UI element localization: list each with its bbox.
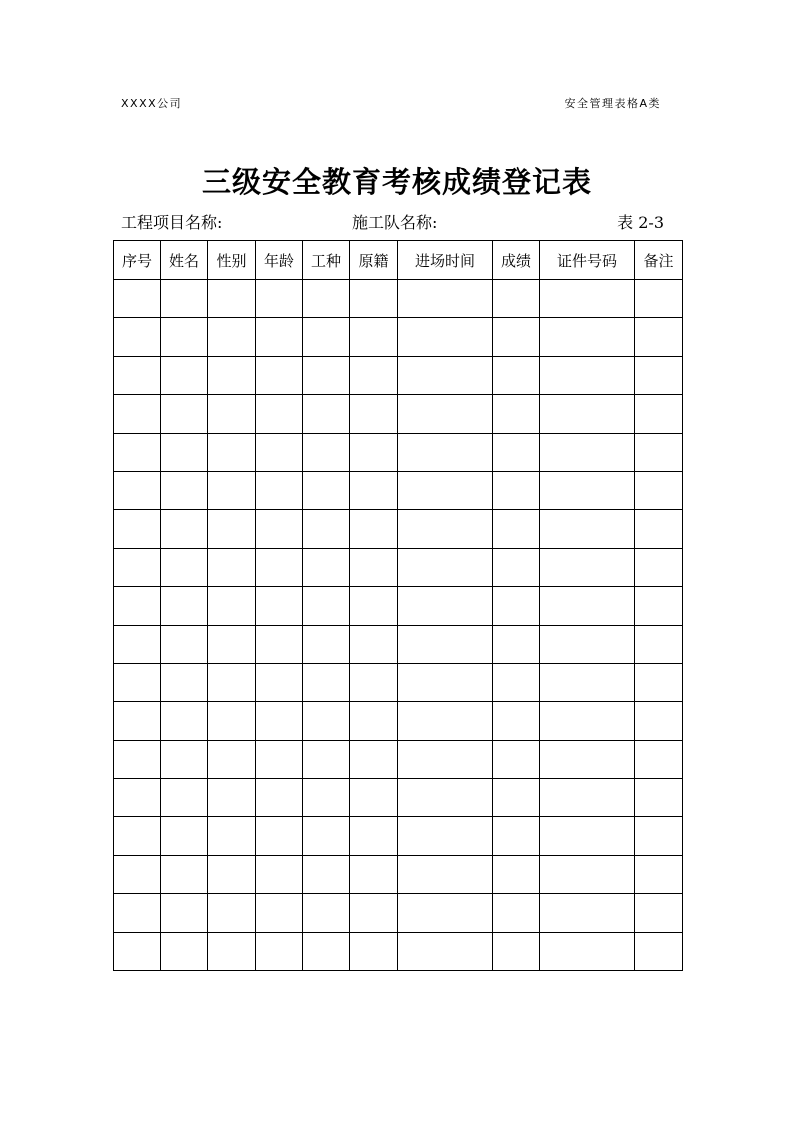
table-cell[interactable] — [256, 587, 303, 625]
table-cell[interactable] — [350, 625, 398, 663]
column-header-age: 年龄 — [256, 241, 303, 280]
table-cell[interactable] — [303, 779, 350, 817]
table-cell[interactable] — [208, 779, 256, 817]
table-cell[interactable] — [493, 356, 540, 394]
table-cell[interactable] — [493, 318, 540, 356]
table-cell[interactable] — [114, 855, 161, 893]
table-cell[interactable] — [493, 280, 540, 318]
table-cell[interactable] — [540, 817, 635, 855]
table-cell[interactable] — [493, 510, 540, 548]
table-cell[interactable] — [398, 932, 493, 970]
table-cell[interactable] — [208, 740, 256, 778]
table-cell[interactable] — [350, 318, 398, 356]
table-cell[interactable] — [256, 510, 303, 548]
table-cell[interactable] — [398, 663, 493, 701]
table-cell[interactable] — [635, 740, 683, 778]
table-cell[interactable] — [161, 356, 208, 394]
table-cell[interactable] — [635, 855, 683, 893]
table-cell[interactable] — [161, 855, 208, 893]
table-cell[interactable] — [256, 779, 303, 817]
table-cell[interactable] — [114, 663, 161, 701]
table-cell[interactable] — [161, 779, 208, 817]
table-cell[interactable] — [303, 510, 350, 548]
table-cell[interactable] — [303, 702, 350, 740]
table-cell[interactable] — [635, 932, 683, 970]
table-number: 表 2-3 — [617, 213, 664, 232]
table-cell[interactable] — [540, 855, 635, 893]
table-cell[interactable] — [256, 932, 303, 970]
table-cell[interactable] — [161, 625, 208, 663]
company-name: XXXX公司 — [121, 97, 183, 110]
table-cell[interactable] — [256, 663, 303, 701]
table-cell[interactable] — [635, 702, 683, 740]
table-cell[interactable] — [398, 894, 493, 932]
table-cell[interactable] — [303, 280, 350, 318]
table-row — [114, 356, 683, 394]
table-cell[interactable] — [635, 356, 683, 394]
table-cell[interactable] — [350, 740, 398, 778]
table-cell[interactable] — [350, 587, 398, 625]
table-cell[interactable] — [540, 433, 635, 471]
table-cell[interactable] — [540, 280, 635, 318]
table-cell[interactable] — [303, 318, 350, 356]
table-cell[interactable] — [540, 395, 635, 433]
table-cell[interactable] — [114, 894, 161, 932]
table-cell[interactable] — [303, 356, 350, 394]
table-cell[interactable] — [208, 356, 256, 394]
column-header-index: 序号 — [114, 241, 161, 280]
table-cell[interactable] — [398, 625, 493, 663]
table-cell[interactable] — [303, 740, 350, 778]
table-row — [114, 740, 683, 778]
table-cell[interactable] — [493, 625, 540, 663]
table-cell[interactable] — [350, 356, 398, 394]
table-cell[interactable] — [540, 356, 635, 394]
table-cell[interactable] — [303, 625, 350, 663]
table-cell[interactable] — [635, 894, 683, 932]
table-cell[interactable] — [493, 433, 540, 471]
table-cell[interactable] — [161, 587, 208, 625]
table-cell[interactable] — [398, 318, 493, 356]
table-row — [114, 395, 683, 433]
table-cell[interactable] — [635, 625, 683, 663]
table-cell[interactable] — [208, 318, 256, 356]
table-cell[interactable] — [493, 702, 540, 740]
table-row — [114, 855, 683, 893]
table-cell[interactable] — [256, 395, 303, 433]
table-cell[interactable] — [635, 510, 683, 548]
table-row — [114, 702, 683, 740]
table-cell[interactable] — [208, 548, 256, 586]
table-cell[interactable] — [350, 548, 398, 586]
table-cell[interactable] — [303, 932, 350, 970]
table-cell[interactable] — [635, 817, 683, 855]
registration-table — [113, 240, 683, 971]
form-category: 安全管理表格A类 — [564, 97, 661, 110]
table-cell[interactable] — [350, 932, 398, 970]
table-row — [114, 548, 683, 586]
table-cell[interactable] — [256, 817, 303, 855]
table-row — [114, 433, 683, 471]
table-cell[interactable] — [161, 817, 208, 855]
table-cell[interactable] — [635, 663, 683, 701]
table-cell[interactable] — [350, 433, 398, 471]
table-row — [114, 587, 683, 625]
table-cell[interactable] — [540, 318, 635, 356]
table-cell[interactable] — [398, 779, 493, 817]
table-cell[interactable] — [398, 548, 493, 586]
table-cell[interactable] — [350, 779, 398, 817]
table-cell[interactable] — [208, 395, 256, 433]
table-cell[interactable] — [114, 817, 161, 855]
table-cell[interactable] — [350, 471, 398, 509]
table-cell[interactable] — [256, 433, 303, 471]
table-cell[interactable] — [208, 280, 256, 318]
table-cell[interactable] — [540, 740, 635, 778]
column-header-entry-date: 进场时间 — [398, 241, 493, 280]
table-cell[interactable] — [161, 280, 208, 318]
table-row — [114, 471, 683, 509]
table-cell[interactable] — [635, 471, 683, 509]
table-row — [114, 510, 683, 548]
table-cell[interactable] — [114, 471, 161, 509]
table-row — [114, 894, 683, 932]
table-cell[interactable] — [161, 932, 208, 970]
table-cell[interactable] — [540, 779, 635, 817]
table-cell[interactable] — [350, 280, 398, 318]
table-cell[interactable] — [256, 471, 303, 509]
table-cell[interactable] — [303, 548, 350, 586]
column-header-name: 姓名 — [161, 241, 208, 280]
table-cell[interactable] — [398, 510, 493, 548]
project-name-label: 工程项目名称: — [121, 213, 223, 232]
table-cell[interactable] — [208, 587, 256, 625]
table-cell[interactable] — [350, 817, 398, 855]
table-cell[interactable] — [114, 510, 161, 548]
table-cell[interactable] — [398, 356, 493, 394]
table-cell[interactable] — [256, 855, 303, 893]
table-row — [114, 280, 683, 318]
table-cell[interactable] — [540, 663, 635, 701]
table-cell[interactable] — [161, 510, 208, 548]
table-cell[interactable] — [635, 280, 683, 318]
table-cell[interactable] — [635, 779, 683, 817]
table-cell[interactable] — [398, 433, 493, 471]
table-cell[interactable] — [540, 932, 635, 970]
table-cell[interactable] — [256, 280, 303, 318]
table-cell[interactable] — [303, 817, 350, 855]
table-cell[interactable] — [161, 433, 208, 471]
table-cell[interactable] — [161, 740, 208, 778]
column-header-remarks: 备注 — [635, 241, 683, 280]
table-cell[interactable] — [161, 548, 208, 586]
table-cell[interactable] — [493, 663, 540, 701]
table-cell[interactable] — [208, 663, 256, 701]
table-cell[interactable] — [303, 395, 350, 433]
table-cell[interactable] — [540, 702, 635, 740]
table-cell[interactable] — [398, 740, 493, 778]
table-body — [114, 280, 683, 971]
table-cell[interactable] — [114, 932, 161, 970]
column-header-origin: 原籍 — [350, 241, 398, 280]
column-header-gender: 性别 — [208, 241, 256, 280]
table-cell[interactable] — [493, 932, 540, 970]
table-cell[interactable] — [208, 702, 256, 740]
table-cell[interactable] — [256, 356, 303, 394]
table-cell[interactable] — [493, 587, 540, 625]
table-cell[interactable] — [635, 587, 683, 625]
table-cell[interactable] — [398, 280, 493, 318]
table-cell[interactable] — [256, 702, 303, 740]
table-cell[interactable] — [398, 702, 493, 740]
table-cell[interactable] — [208, 510, 256, 548]
table-cell[interactable] — [161, 702, 208, 740]
table-cell[interactable] — [493, 548, 540, 586]
table-cell[interactable] — [635, 548, 683, 586]
table-cell[interactable] — [114, 587, 161, 625]
table-cell[interactable] — [493, 471, 540, 509]
table-cell[interactable] — [398, 395, 493, 433]
table-cell[interactable] — [256, 548, 303, 586]
table-cell[interactable] — [540, 587, 635, 625]
table-cell[interactable] — [208, 855, 256, 893]
table-cell[interactable] — [398, 817, 493, 855]
table-cell[interactable] — [161, 318, 208, 356]
table-cell[interactable] — [114, 625, 161, 663]
table-cell[interactable] — [114, 779, 161, 817]
table-cell[interactable] — [303, 471, 350, 509]
table-row — [114, 625, 683, 663]
table-cell[interactable] — [114, 548, 161, 586]
table-cell[interactable] — [114, 280, 161, 318]
table-cell[interactable] — [303, 663, 350, 701]
column-header-id-number: 证件号码 — [540, 241, 635, 280]
table-cell[interactable] — [161, 663, 208, 701]
table-cell[interactable] — [303, 894, 350, 932]
table-cell[interactable] — [635, 433, 683, 471]
table-cell[interactable] — [540, 471, 635, 509]
table-cell[interactable] — [350, 855, 398, 893]
table-cell[interactable] — [540, 548, 635, 586]
table-cell[interactable] — [303, 587, 350, 625]
table-cell[interactable] — [350, 702, 398, 740]
team-name-label: 施工队名称: — [352, 213, 438, 232]
table-row — [114, 817, 683, 855]
table-cell[interactable] — [350, 663, 398, 701]
column-header-trade: 工种 — [303, 241, 350, 280]
table-cell[interactable] — [161, 894, 208, 932]
table-cell[interactable] — [256, 894, 303, 932]
table-cell[interactable] — [114, 740, 161, 778]
page-title: 三级安全教育考核成绩登记表 — [201, 165, 592, 199]
table-cell[interactable] — [256, 625, 303, 663]
table-cell[interactable] — [493, 855, 540, 893]
table-cell[interactable] — [208, 625, 256, 663]
table-cell[interactable] — [398, 587, 493, 625]
table-cell[interactable] — [540, 894, 635, 932]
table-row — [114, 318, 683, 356]
table-cell[interactable] — [114, 395, 161, 433]
table-cell[interactable] — [303, 855, 350, 893]
table-cell[interactable] — [493, 894, 540, 932]
table-cell[interactable] — [256, 318, 303, 356]
table-cell[interactable] — [208, 817, 256, 855]
table-row — [114, 663, 683, 701]
table-cell[interactable] — [256, 740, 303, 778]
table-cell[interactable] — [161, 395, 208, 433]
table-cell[interactable] — [635, 318, 683, 356]
table-cell[interactable] — [540, 625, 635, 663]
table-cell[interactable] — [208, 433, 256, 471]
table-cell[interactable] — [635, 395, 683, 433]
table-cell[interactable] — [493, 395, 540, 433]
table-cell[interactable] — [350, 510, 398, 548]
table-cell[interactable] — [493, 740, 540, 778]
table-cell[interactable] — [114, 702, 161, 740]
table-cell[interactable] — [398, 471, 493, 509]
table-cell[interactable] — [208, 471, 256, 509]
table-cell[interactable] — [350, 395, 398, 433]
table-cell[interactable] — [114, 433, 161, 471]
table-cell[interactable] — [493, 817, 540, 855]
table-cell[interactable] — [208, 932, 256, 970]
table-row — [114, 779, 683, 817]
table-cell[interactable] — [208, 894, 256, 932]
table-header-row — [114, 241, 683, 280]
table-cell[interactable] — [398, 855, 493, 893]
table-cell[interactable] — [540, 510, 635, 548]
table-cell[interactable] — [350, 894, 398, 932]
column-header-score: 成绩 — [493, 241, 540, 280]
table-cell[interactable] — [114, 318, 161, 356]
table-cell[interactable] — [493, 779, 540, 817]
table-cell[interactable] — [114, 356, 161, 394]
table-row — [114, 932, 683, 970]
table-cell[interactable] — [303, 433, 350, 471]
table-cell[interactable] — [161, 471, 208, 509]
